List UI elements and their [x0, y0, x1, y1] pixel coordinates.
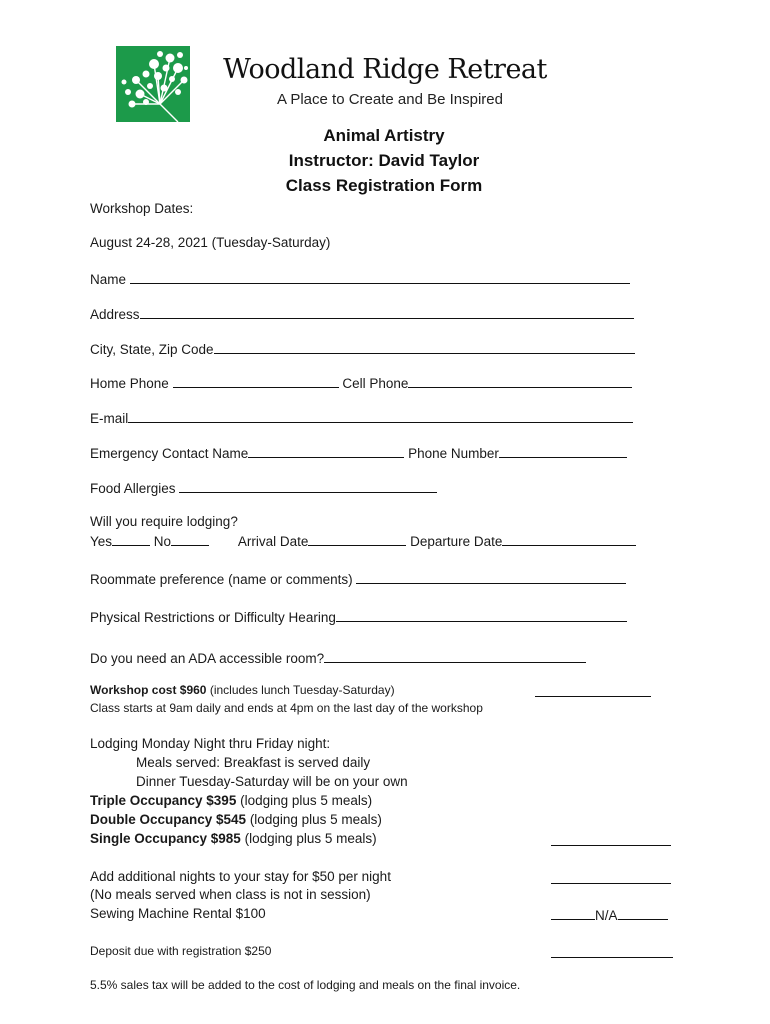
ada-label: Do you need an ADA accessible room?: [90, 651, 325, 666]
physical-row: [90, 608, 627, 625]
triple-occupancy: [90, 793, 372, 808]
workshop-cost: [90, 683, 395, 697]
workshop-cost-line[interactable]: [535, 683, 651, 702]
sewing-rental-value: N/A: [595, 908, 618, 923]
workshop-cost-amount: Workshop cost $960: [90, 683, 207, 697]
name-label: Name: [90, 272, 127, 287]
ada-row: [90, 649, 586, 666]
phone-row: [90, 374, 632, 391]
food-allergies-label: Food Allergies: [90, 481, 176, 496]
lodging-total-line[interactable]: [551, 832, 671, 851]
cell-phone-field[interactable]: [408, 374, 632, 388]
food-allergies-row: [90, 479, 437, 496]
home-phone-field[interactable]: [173, 374, 339, 388]
class-hours: Class starts at 9am daily and ends at 4pm on the last day of the workshop: [90, 701, 483, 715]
departure-field[interactable]: [502, 532, 636, 546]
city-field[interactable]: [214, 340, 635, 354]
name-field[interactable]: [130, 270, 630, 284]
deposit: Deposit due with registration $250: [90, 944, 272, 958]
address-field[interactable]: [140, 305, 634, 319]
name-row: [90, 270, 630, 287]
retreat-title: Woodland Ridge Retreat: [223, 54, 547, 85]
city-label: City, State, Zip Code: [90, 342, 214, 357]
no-label: No: [153, 534, 172, 549]
workshop-dates-value: August 24-28, 2021 (Tuesday-Saturday): [90, 235, 331, 250]
lodging-heading: Lodging Monday Night thru Friday night:: [90, 736, 331, 751]
tax-note: 5.5% sales tax will be added to the cost of lodging and meals on the final invoice.: [90, 978, 521, 992]
no-field[interactable]: [171, 532, 209, 546]
city-row: [90, 340, 635, 357]
address-label: Address: [90, 307, 140, 322]
single-note: (lodging plus 5 meals): [240, 831, 377, 846]
workshop-dates-label: Workshop Dates:: [90, 201, 194, 216]
single-occupancy: [90, 831, 377, 846]
arrival-field[interactable]: [308, 532, 406, 546]
ada-field[interactable]: [324, 649, 586, 663]
dinner-note: Dinner Tuesday-Saturday will be on your own: [136, 774, 408, 789]
lodging-question: Will you require lodging?: [90, 514, 238, 529]
emergency-label: Emergency Contact Name: [90, 446, 249, 461]
no-meals-note: (No meals served when class is not in session): [90, 887, 371, 902]
single-price: Single Occupancy $985: [90, 831, 241, 846]
workshop-title: Animal Artistry: [323, 126, 445, 145]
meals-served: Meals served: Breakfast is served daily: [136, 755, 371, 770]
sewing-rental-field[interactable]: [551, 906, 668, 923]
food-allergies-field[interactable]: [179, 479, 437, 493]
home-phone-label: Home Phone: [90, 376, 169, 391]
yes-label: Yes: [90, 534, 113, 549]
departure-label: Departure Date: [410, 534, 503, 549]
physical-label: Physical Restrictions or Difficulty Hearing: [90, 610, 336, 625]
phone-number-label: Phone Number: [408, 446, 499, 461]
physical-field[interactable]: [336, 608, 627, 622]
email-label: E-mail: [90, 411, 129, 426]
double-occupancy: [90, 812, 382, 827]
workshop-cost-note: (includes lunch Tuesday-Saturday): [206, 683, 395, 697]
lodging-row: [90, 532, 636, 549]
email-field[interactable]: [128, 409, 633, 423]
additional-nights: Add additional nights to your stay for $50 per night: [90, 869, 391, 884]
emergency-row: [90, 444, 627, 461]
email-row: [90, 409, 633, 426]
additional-nights-line[interactable]: [551, 870, 671, 889]
instructor-name: Instructor: David Taylor: [288, 151, 480, 170]
deposit-line[interactable]: [551, 944, 673, 963]
tagline: A Place to Create and Be Inspired: [277, 91, 503, 108]
form-title: Class Registration Form: [285, 176, 483, 195]
sewing-rental: Sewing Machine Rental $100: [90, 906, 266, 921]
roommate-row: [90, 570, 626, 587]
yes-field[interactable]: [112, 532, 150, 546]
double-note: (lodging plus 5 meals): [246, 812, 382, 827]
phone-number-field[interactable]: [499, 444, 627, 458]
address-row: [90, 305, 634, 322]
roommate-label: Roommate preference (name or comments): [90, 572, 353, 587]
cell-phone-label: Cell Phone: [342, 376, 409, 391]
double-price: Double Occupancy $545: [90, 812, 247, 827]
emergency-field[interactable]: [248, 444, 404, 458]
triple-note: (lodging plus 5 meals): [236, 793, 373, 808]
triple-price: Triple Occupancy $395: [90, 793, 237, 808]
roommate-field[interactable]: [356, 570, 626, 584]
arrival-label: Arrival Date: [237, 534, 309, 549]
